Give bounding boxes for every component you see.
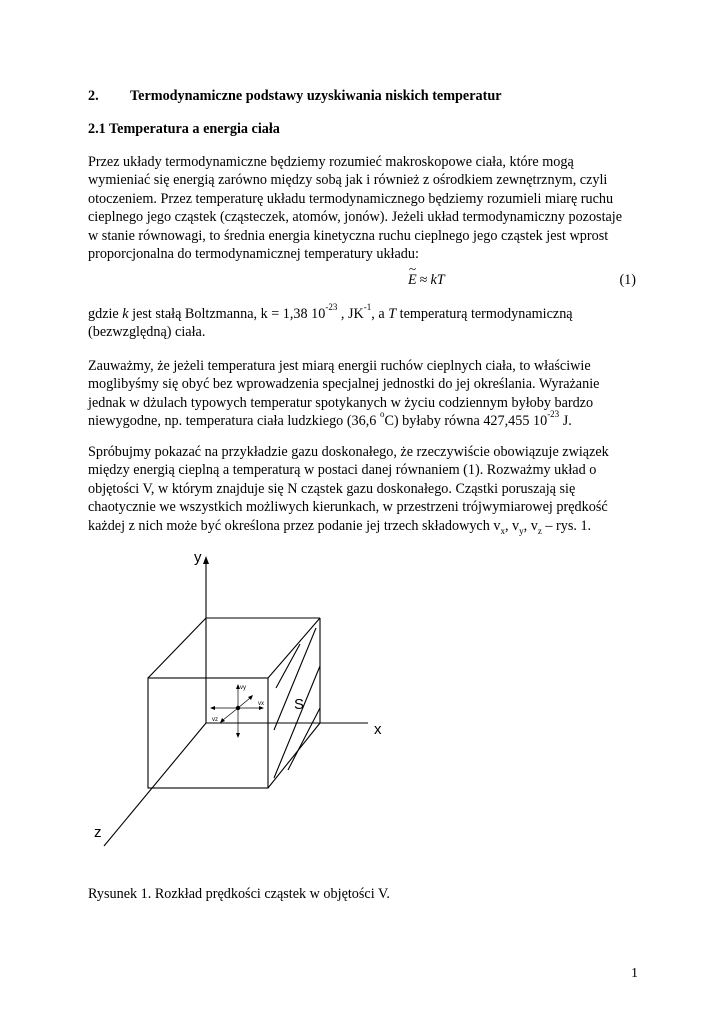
text-run: C) byłaby równa 427,455 10 [384, 413, 548, 430]
figure-caption: Rysunek 1. Rozkład prędkości cząstek w objętości V. [88, 886, 390, 902]
text-line [88, 409, 644, 430]
text-line: jednak w dżulach typowych temperatur spotykanych w życiu codziennym byłoby bardzo [88, 394, 594, 411]
subscript: z [537, 525, 542, 536]
text-line: cieplnego jego cząstek (cząsteczek, atomów, jonów). Jeżeli układ termodynamiczny pozostaje [88, 209, 623, 226]
particle-dot [236, 706, 240, 710]
text-line: objętości V, w którym znajduje się N cząstek gazu doskonałego. Cząstki poruszają się [88, 480, 576, 497]
text-run: każdej z nich może być określona przez podanie jej trzech składowych v [88, 517, 501, 534]
exponent: -1 [363, 302, 372, 313]
text-run: J. [559, 413, 572, 430]
text-line: Przez układy termodynamiczne będziemy rozumieć makroskopowe ciała, które mogą [88, 154, 574, 170]
velocity-label-vz: vz [212, 717, 218, 723]
text-run: – rys. 1. [541, 517, 592, 534]
z-axis-line [104, 723, 206, 846]
text-run: , a [371, 306, 389, 322]
degree-sign: o [379, 409, 385, 420]
symbol-k: k [122, 306, 129, 322]
velocity-back-vector [238, 698, 250, 708]
exponent: -23 [547, 409, 560, 420]
text-run: , v [523, 517, 538, 534]
text-line: Zauważmy, że jeżeli temperatura jest miarą energii ruchów cieplnych ciała, to właściwie [88, 358, 591, 374]
paragraph-intro [88, 153, 644, 263]
text-line: chaotycznie we wszystkich możliwych kierunkach, w przestrzeni trójwymiarowej prędkość [88, 499, 608, 516]
y-axis-arrow [203, 556, 209, 564]
subscript: x [500, 525, 505, 536]
text-line: wymieniać się energią zarówno między sobą jak i również z ośrodkiem zewnętrznym, czyli [88, 172, 608, 189]
text-run: niewygodne, np. temperatura ciała ludzkiego (36,6 [88, 413, 380, 430]
exponent: -23 [325, 302, 338, 313]
text-line: Spróbujmy pokazać na przykładzie gazu doskonałego, że rzeczywiście obowiązuje związek [88, 444, 609, 460]
text-line: w stanie równowagi, to średnia energia kinetyczna ruchu cieplnego jego cząstek jest wprost [88, 227, 609, 244]
symbol-T: T [388, 306, 397, 322]
text-line: (bezwzględną) ciała. [88, 324, 206, 341]
axis-label-x: x [374, 721, 382, 738]
text-line: otoczeniem. Przez temperaturę układu termodynamicznego będziemy rozumieli miarę ruchu [88, 190, 614, 207]
text-line: proporcjonalna do termodynamicznej temperatury układu: [88, 246, 419, 263]
text-line: między energią cieplną a temperaturą w postaci danej równaniem (1). Rozważmy układ o [88, 462, 597, 479]
text-run: gdzie [88, 306, 123, 322]
text-line [88, 302, 644, 323]
text-line [88, 517, 644, 535]
section-title: Termodynamiczne podstawy uzyskiwania niskich temperatur [130, 88, 502, 104]
page-number: 1 [631, 966, 638, 981]
paragraph-boltzmann [88, 302, 644, 342]
text-run: jest stałą Boltzmanna, k = 1,38 10 [128, 306, 326, 322]
arrowhead [236, 733, 240, 738]
equation-operator: ≈ [419, 272, 428, 288]
text-run: , JK [337, 306, 364, 322]
section-heading [88, 87, 644, 105]
cube-figure [88, 548, 418, 848]
surface-hatch [276, 644, 300, 688]
text-line: moglibyśmy się obyć bez wprowadzenia specjalnej jednostki do jej określania. Wyrażanie [88, 376, 600, 393]
equation-1 [88, 272, 644, 294]
axis-label-y: y [194, 549, 202, 566]
surface-label-s: S [294, 696, 305, 713]
axis-label-z: z [94, 824, 102, 841]
cube-edge [268, 618, 320, 678]
subsection-heading: 2.1 Temperatura a energia ciała [88, 121, 280, 137]
velocity-label-vy: vy [240, 685, 246, 691]
equation-lhs: ~ E [408, 272, 417, 289]
surface-hatch [288, 708, 320, 770]
section-number: 2. [88, 88, 99, 104]
equation-number: (1) [619, 272, 636, 288]
text-run: temperaturą termodynamiczną [396, 306, 573, 322]
paragraph-units [88, 357, 644, 431]
cube-edge [148, 618, 206, 678]
equation-rhs: kT [430, 272, 445, 288]
subscript: y [519, 525, 524, 536]
arrowhead [210, 706, 215, 710]
velocity-label-vx: vx [258, 701, 264, 707]
equation-expression [408, 272, 445, 289]
paragraph-ideal-gas [88, 443, 644, 535]
text-run: , v [504, 517, 520, 534]
cube-edge [268, 723, 320, 788]
velocity-vz-vector [223, 708, 238, 720]
